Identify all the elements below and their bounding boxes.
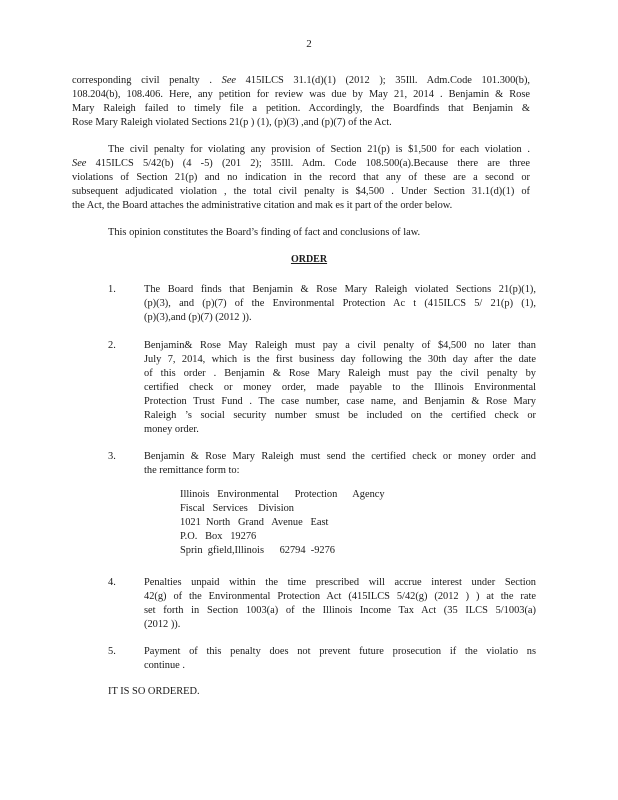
paragraph-penalty-finding <box>72 74 530 130</box>
item-number: 1. <box>108 284 116 295</box>
text-line: 42(g) of the Environmental Protection Act (415ILCS 5/42(g) (2012 ) ) at the rate <box>144 591 536 602</box>
item-number: 4. <box>108 577 116 588</box>
text-line: Penalties unpaid within the time prescribed will accrue interest under Section <box>144 577 536 588</box>
address-line: P.O. Box 19276 <box>180 531 257 542</box>
text-line: The Board finds that Benjamin & Rose Mary Raleigh violated Sections 21(p)(1), <box>144 284 536 295</box>
text-line: corresponding civil penalty . See 415ILCS 31.1(d)(1) (2012 ); 35Ill. Adm.Code 101.300(b), <box>72 75 531 86</box>
address-line: Fiscal Services Division <box>180 503 294 514</box>
paragraph-civil-penalty <box>72 143 530 213</box>
text-line: (2012 )). <box>144 619 181 630</box>
text-line: The civil penalty for violating any provision of Section 21(p) is $1,500 for each violation . <box>108 144 530 155</box>
text-line: (p)(3), and (p)(7) of the Environmental Protection Ac t (415ILCS 5/ 21(p) (1), <box>144 298 536 309</box>
address-line: Sprin gfield,Illinois 62794 -9276 <box>180 545 335 556</box>
text-line: This opinion constitutes the Board’s finding of fact and conclusions of law. <box>108 227 421 238</box>
order-heading: ORDER <box>290 254 328 265</box>
text-line: set forth in Section 1003(a) of the Illinois Income Tax Act (35 ILCS 5/1003(a) <box>144 605 536 616</box>
text-line: Payment of this penalty does not prevent future prosecution if the violatio ns <box>144 646 536 657</box>
text-line: See 415ILCS 5/42(b) (4 -5) (201 2); 35Ill. Adm. Code 108.500(a).Because there are three <box>72 158 530 169</box>
citation-signal: See <box>221 75 237 86</box>
text-line: Mary Raleigh failed to timely file a petition. Accordingly, the Boardfinds that Benjamin & <box>72 103 530 114</box>
text-line: Benjamin & Rose Mary Raleigh must send the certified check or money order and <box>144 451 536 462</box>
address-line: Illinois Environmental Protection Agency <box>180 489 385 500</box>
text-line: Rose Mary Raleigh violated Sections 21(p ) (1), (p)(3) ,and (p)(7) of the Act. <box>72 117 392 128</box>
text-line: violations of Section 21(p) and no indication in the record that any of these are a second or <box>72 172 530 183</box>
text-line: of this order . Benjamin & Rose Mary Raleigh must pay the civil penalty by <box>144 368 536 379</box>
text-line: continue . <box>144 660 185 671</box>
paragraph-opinion <box>108 226 508 240</box>
item-number: 3. <box>108 451 116 462</box>
citation-signal: See <box>72 158 87 169</box>
text-line: the remittance form to: <box>144 465 240 476</box>
text-line: money order. <box>144 424 199 435</box>
text-line: certified check or money order, made payable to the Illinois Environmental <box>144 382 536 393</box>
text-line: Benjamin& Rose May Raleigh must pay a civil penalty of $4,500 no later than <box>144 340 536 351</box>
text-line: subsequent adjudicated violation , the total civil penalty is $4,500 . Under Section 31.1(d)(1) of <box>72 186 530 197</box>
text-line: July 7, 2014, which is the first business day following the 30th day after the date <box>144 354 536 365</box>
remittance-address <box>180 488 385 558</box>
text-line: Raleigh ’s social security number smust be included on the certified check or <box>144 410 536 421</box>
closing-statement: IT IS SO ORDERED. <box>108 686 200 697</box>
text-line: 108.204(b), 108.406. Here, any petition for review was due by May 21, 2014 . Benjamin & Rose <box>72 89 530 100</box>
text-line: (p)(3),and (p)(7) (2012 )). <box>144 312 252 323</box>
item-number: 5. <box>108 646 116 657</box>
text-line: the Act, the Board attaches the administrative citation and mak es it part of the order below. <box>72 200 453 211</box>
text-line: Protection Trust Fund . The case number, case name, and Benjamin & Rose Mary <box>144 396 536 407</box>
page-number: 2 <box>306 38 312 50</box>
address-line: 1021 North Grand Avenue East <box>180 517 329 528</box>
item-number: 2. <box>108 340 116 351</box>
